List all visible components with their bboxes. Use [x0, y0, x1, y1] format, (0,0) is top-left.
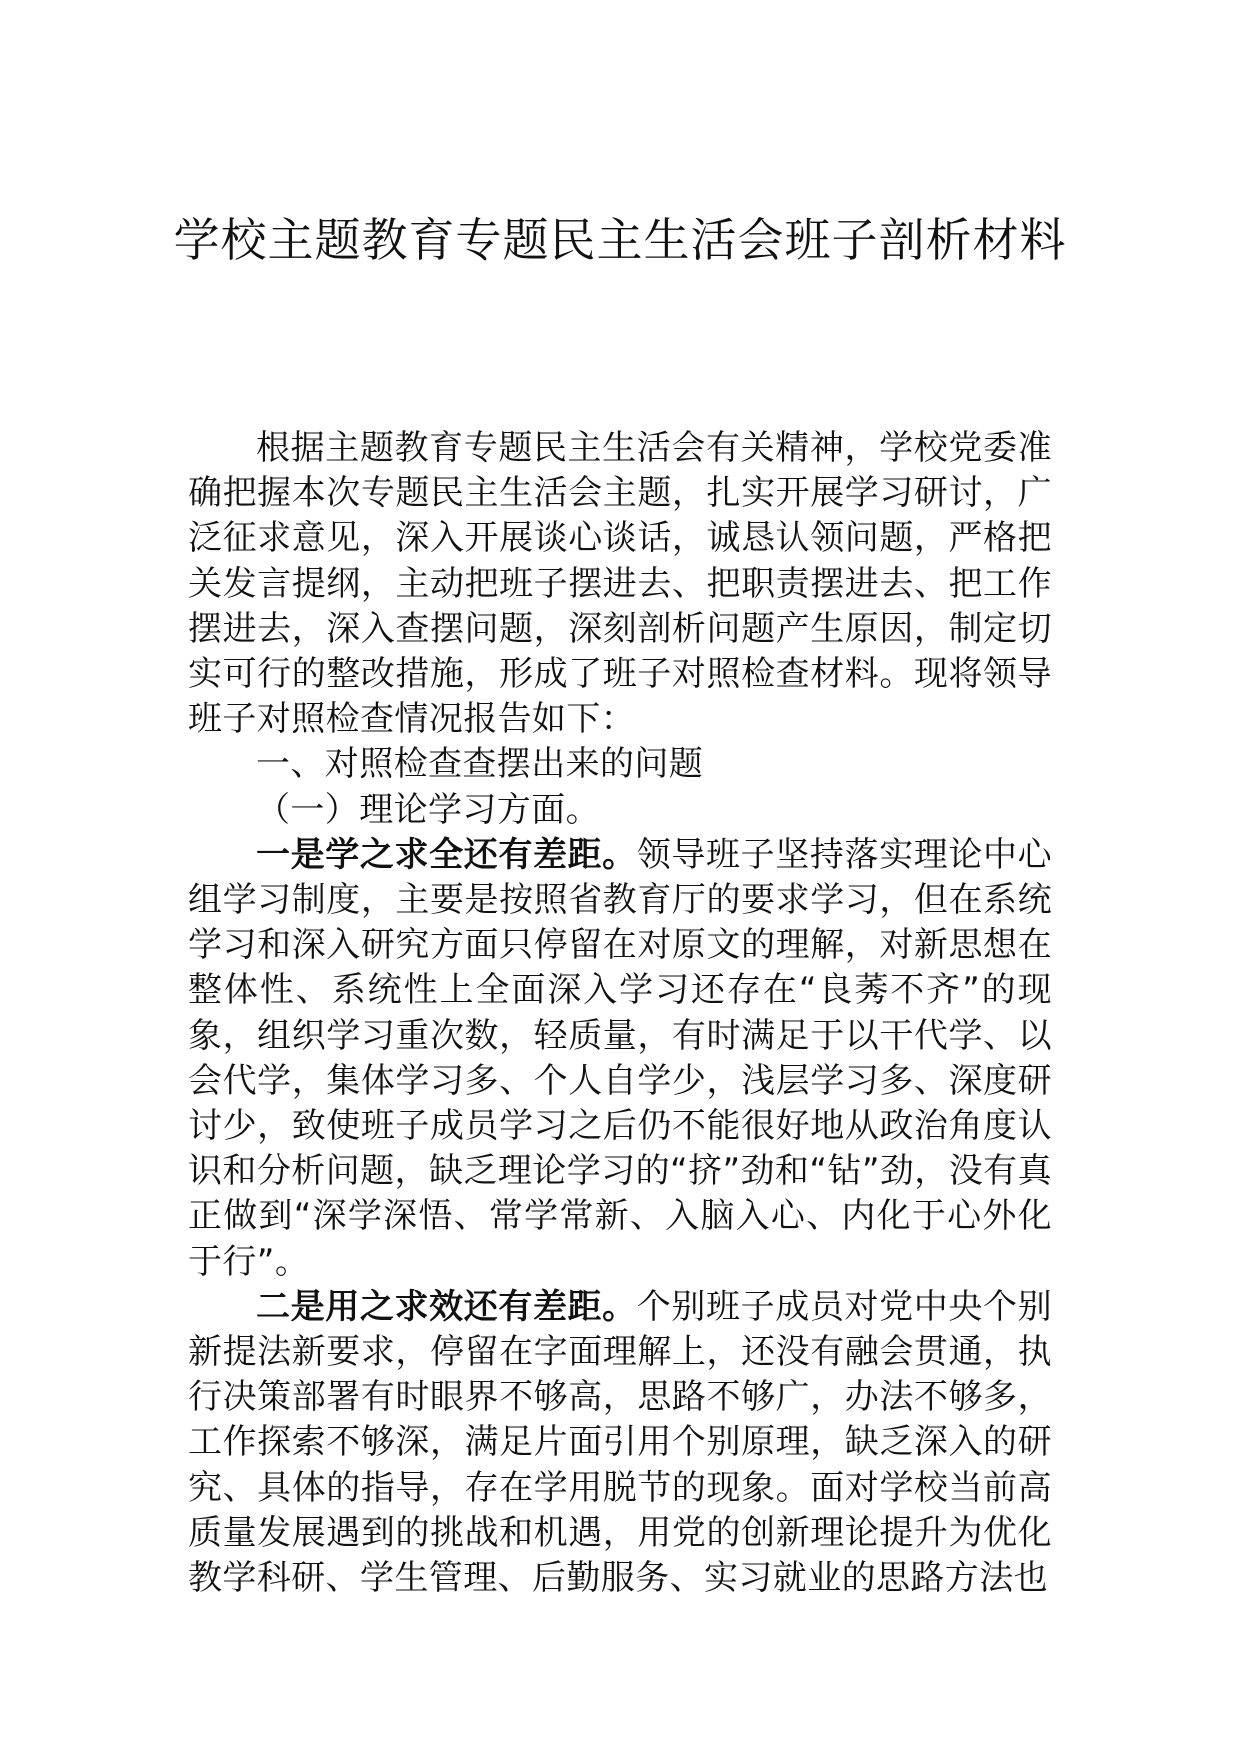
subsection-heading-text: （一）理论学习方面。 — [256, 789, 600, 830]
intro-text: 根据主题教育专题民主生活会有关精神，学校党委准确把握本次专题民主生活会主题，扎实开展学习研讨，广泛征求意见，深入开展谈心谈话，诚恳认领问题，严格把关发言提纲，主动把班子摆进去、把职责摆进去、把工作摆进去，深入查摆问题，深刻剖析问题产生原因，制定切实可行的整改措施，形成了班子对照检查材料。现将领导班子对照检查情况报告如下： — [188, 428, 1052, 740]
point-one-paragraph — [188, 833, 1052, 1285]
document-body — [188, 426, 1052, 1601]
point-one-lead: 一是学之求全还有差距。 — [256, 834, 637, 875]
document-title: 学校主题教育专题民主生活会班子剖析材料 — [173, 213, 1067, 267]
intro-paragraph — [188, 426, 1052, 742]
section-heading-text: 一、对照检查查摆出来的问题 — [256, 744, 704, 785]
point-two-paragraph — [188, 1285, 1052, 1601]
point-one-text: 领导班子坚持落实理论中心组学习制度，主要是按照省教育厅的要求学习，但在系统学习和深入研究方面只停留在对原文的理解，对新思想在整体性、系统性上全面深入学习还存在“良莠不齐”的现象，组织学习重次数，轻质量，有时满足于以干代学、以会代学，集体学习多、个人自学少，浅层学习多、深度研讨少，致使班子成员学习之后仍不能很好地从政治角度认识和分析问题，缺乏理论学习的“挤”劲和“钻”劲，没有真正做到“深学深悟、常学常新、入脑入心、内化于心外化于行”。 — [188, 834, 1052, 1282]
subsection-heading — [188, 788, 1052, 833]
section-heading — [188, 742, 1052, 787]
point-two-lead: 二是用之求效还有差距。 — [256, 1286, 637, 1327]
point-two-text: 个别班子成员对党中央个别新提法新要求，停留在字面理解上，还没有融会贯通，执行决策部署有时眼界不够高，思路不够广，办法不够多，工作探索不够深，满足片面引用个别原理，缺乏深入的研究、具体的指导，存在学用脱节的现象。面对学校当前高质量发展遇到的挑战和机遇，用党的创新理论提升为优化教学科研、学生管理、后勤服务、实习就业的思路方法也 — [188, 1286, 1052, 1599]
